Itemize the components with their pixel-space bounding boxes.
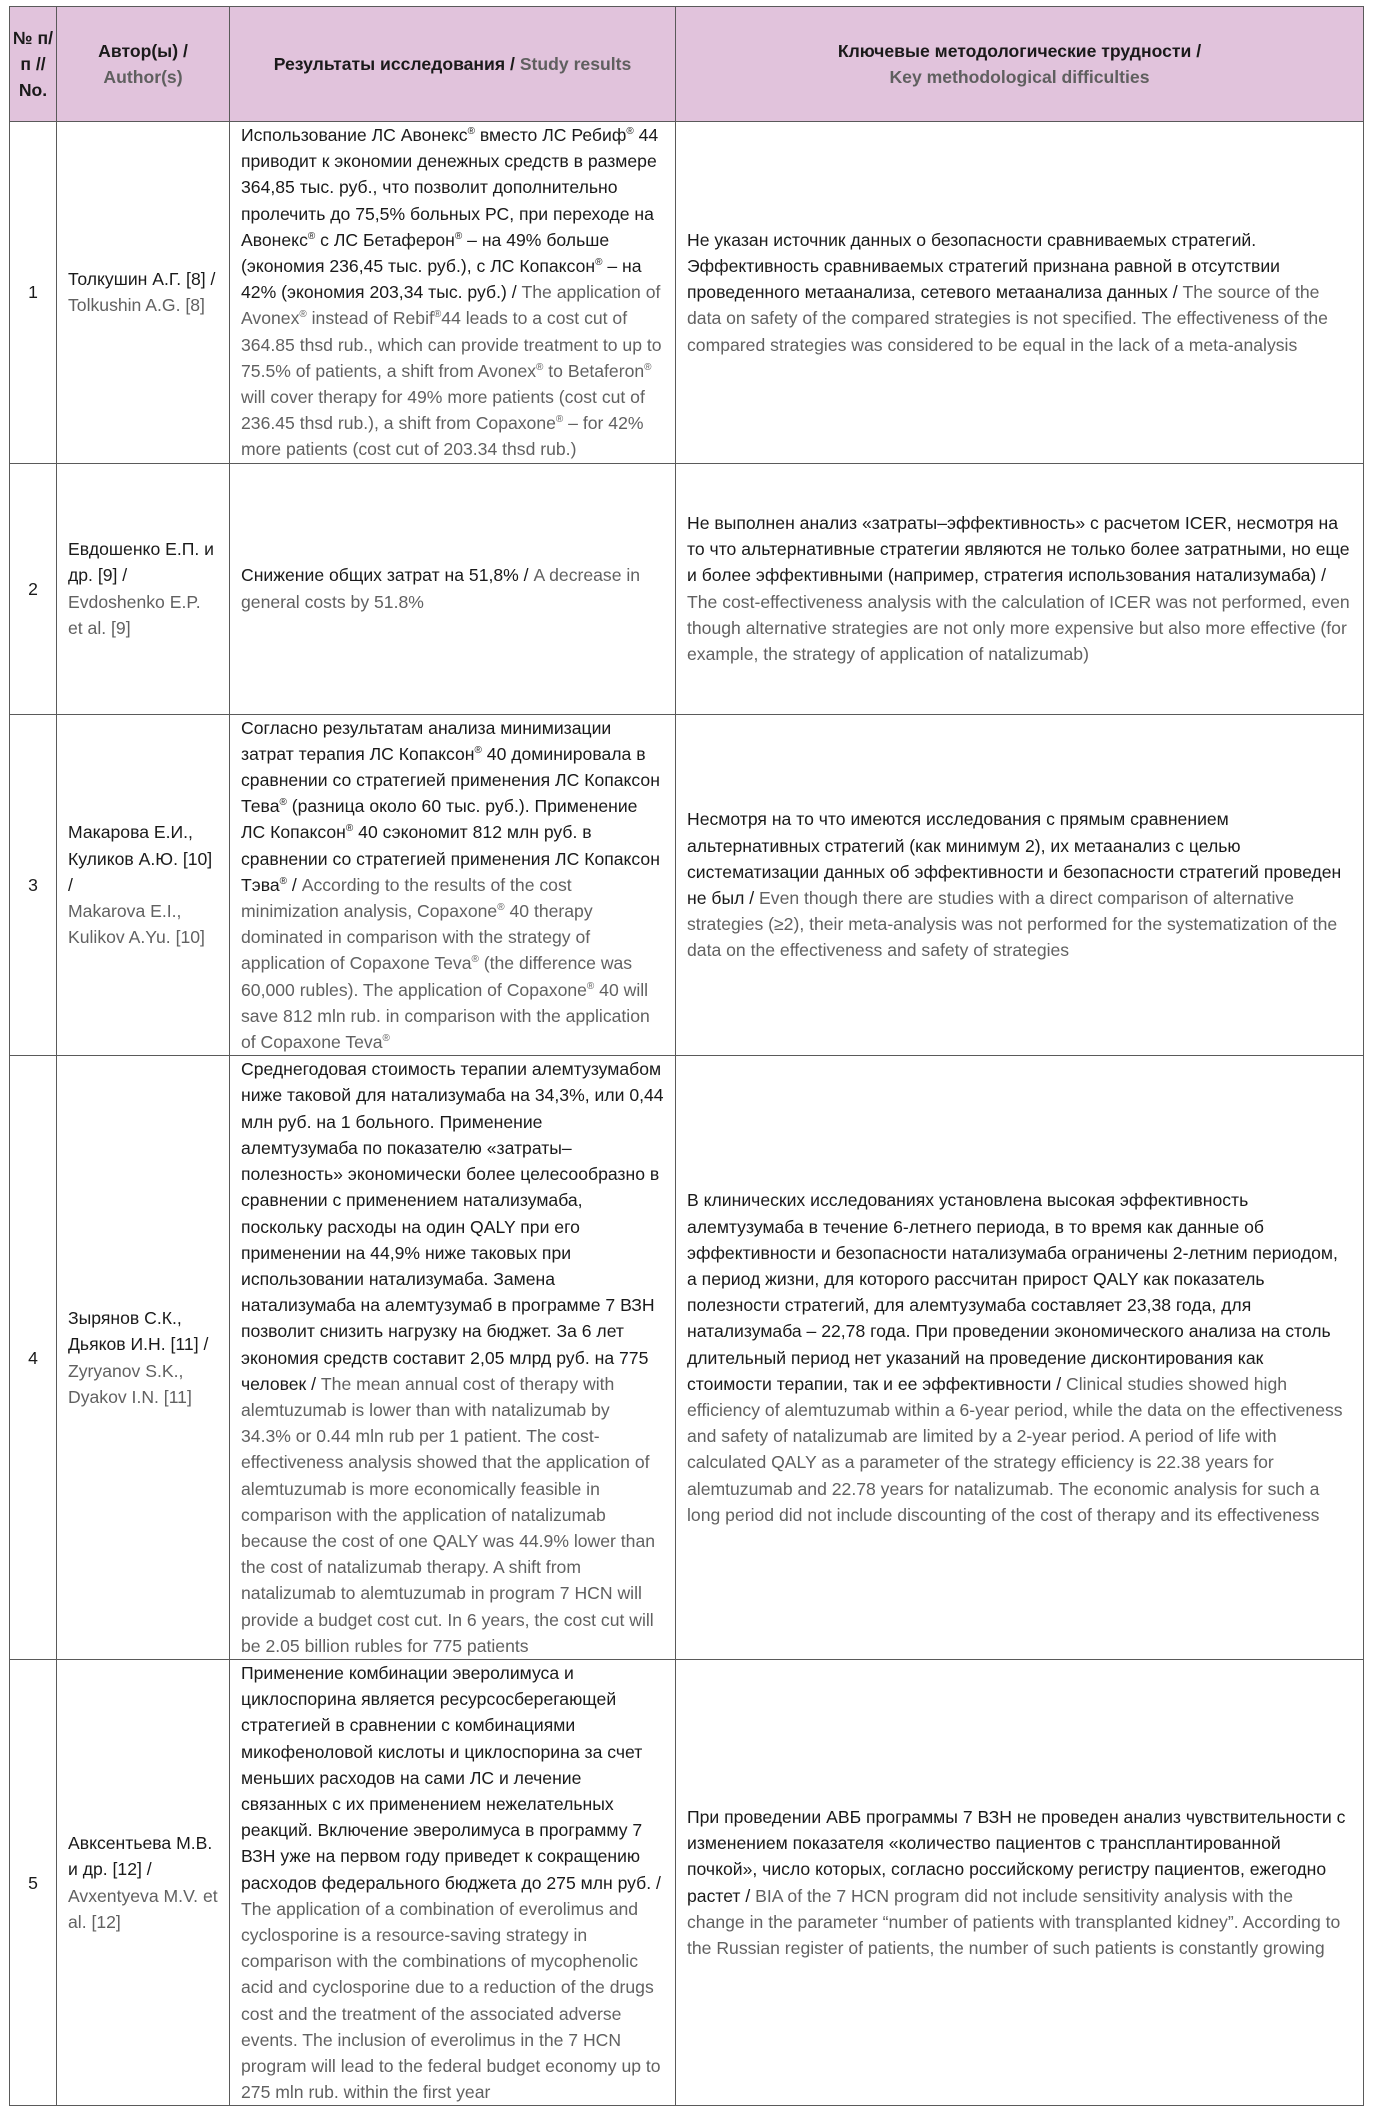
row-number: 5 [10,1659,57,2105]
row-difficulties [676,1659,1364,2105]
row-number: 3 [10,714,57,1056]
difficulties-en: Even though there are studies with a direct comparison of alternative strategies (≥2), their meta-analysis was not performed for the systematization of the data on the effectiveness and safety of strategies [687,887,1338,961]
author-en: Avxentyeva M.V. et al. [12] [68,1885,218,1932]
results-en: According to the results of the cost minimization analysis, Copaxone® 40 therapy dominated in comparison with the strategy of application of Copaxone Teva® (the difference was 60,000 rubles). The application of Copaxone® 40 will save 812 mln rub. in comparison with the application of Copaxone Teva® [241,874,650,1053]
table-row [10,1056,1364,1660]
difficulties-ru: Несмотря на то что имеются исследования с прямым сравнением альтернативных стратегий (как минимум 2), их метаанализ с целью систематизации данных об эффективности и безопасности стратегий проведен не был / [687,809,1342,908]
header-row [10,7,1364,122]
row-number: 4 [10,1056,57,1660]
results-ru: Использование ЛС Авонекс® вместо ЛС Ребиф® 44 приводит к экономии денежных средств в размере 364,85 тыс. руб., что позволит дополнительно пролечить до 75,5% больных РС, при переходе на Авонекс® с ЛС Бетаферон® – на 49% больше (экономия 236,45 тыс. руб.), с ЛС Копаксон® – на 42% (экономия 203,34 тыс. руб.) / [241,125,659,303]
row-results [230,463,676,714]
difficulties-en: BIA of the 7 HCN program did not include sensitivity analysis with the change in the parameter “number of patients with transplanted kidney”. According to the Russian register of patients, the number of such patients is constantly growing [687,1885,1341,1959]
results-ru: Согласно результатам анализа минимизации затрат терапия ЛС Копаксон® 40 доминировала в сравнении со стратегией применения ЛС Копаксон Тева® (разница около 60 тыс. руб.). Применение ЛС Копаксон® 40 сэкономит 812 млн руб. в сравнении со стратегией применения ЛС Копаксон Тэва® / [241,717,660,895]
row-difficulties [676,714,1364,1056]
study-results-table [9,6,1364,2106]
header-author-ru: Автор(ы) / [98,40,188,61]
author-ru: Макарова Е.И., Куликов А.Ю. [10] / [68,822,213,895]
row-author [57,1659,230,2105]
results-ru: Среднегодовая стоимость терапии алемтузумабом ниже таковой для натализумаба на 34,3%, или 0,44 млн руб. на 1 больного. Применение алемтузумаба по показателю «затраты–полезность» экономически более целесообразно в сравнении с применением натализумаба, поскольку расходы на один QALY при его применении на 44,9% ниже таковых при использовании натализумаба. Замена натализумаба на алемтузумаб в программе 7 ВЗН позволит снизить нагрузку на бюджет. За 6 лет экономия средств составит 2,05 млрд руб. на 775 человек / [241,1059,664,1394]
difficulties-ru: Не указан источник данных о безопасности сравниваемых стратегий. Эффективность сравниваемых стратегий признана равной в отсутствии проведенного метаанализа, сетевого метаанализа данных / [687,229,1280,303]
author-ru: Толкушин А.Г. [8] / [68,269,216,290]
results-en: The application of a combination of everolimus and cyclosporine is a resource-saving strategy in comparison with the combinations of mycophenolic acid and cyclosporine due to a reduction of the drugs cost and the treatment of the associated adverse events. The inclusion of everolimus in the 7 HCN program will lead to the federal budget economy up to 275 mln rub. within the first year [241,1898,661,2103]
header-results-en: Study results [519,53,632,74]
results-en: A decrease in general costs by 51.8% [241,565,641,612]
header-difficulties-en: Key methodological difficulties [889,67,1150,87]
row-author [57,1056,230,1660]
results-en: The application of Avonex® instead of Rebif®44 leads to a cost cut of 364.85 thsd rub., which can provide treatment to up to 75.5% of patients, a shift from Avonex® to Betaferon® will cover therapy for 49% more patients (cost cut of 236.45 thsd rub.), a shift from Copaxone® – for 42% more patients (cost cut of 203.34 thsd rub.) [241,282,662,460]
table-row [10,122,1364,464]
header-number [10,7,57,122]
header-author-en: Author(s) [103,67,183,87]
difficulties-ru: В клинических исследованиях установлена высокая эффективность алемтузумаба в течение 6-летнего периода, в то время как данные об эффективности и безопасности натализумаба ограничены 2-летним периодом, а период жизни, для которого рассчитан прирост QALY как показатель полезности стратегий, для алемтузумаба составляет 23,38 года, для натализумаба – 22,78 года. При проведении экономического анализа на столь длительный период нет указаний на проведение дисконтирования как стоимости терапии, так и ее эффективности / [687,1190,1338,1394]
table-body [10,122,1364,2106]
row-difficulties [676,463,1364,714]
row-author [57,122,230,464]
results-ru: Применение комбинации эверолимуса и циклоспорина является ресурсосберегающей стратегией в сравнении с комбинациями микофеноловой кислоты и циклоспорина за счет меньших расходов на сами ЛС и лечение связанных с их применением нежелательных реакций. Включение эверолимуса в программу 7 ВЗН уже на первом году приведет к сокращению расходов федерального бюджета до 275 млн руб. / [241,1662,661,1893]
row-results [230,1056,676,1660]
row-difficulties [676,1056,1364,1660]
row-number: 1 [10,122,57,464]
header-difficulties-ru: Ключевые методологические трудности / [837,40,1202,61]
row-difficulties [676,122,1364,464]
author-ru: Авксентьева М.В. и др. [12] / [68,1833,213,1880]
author-ru: Зырянов С.К., Дьяков И.Н. [11] / [68,1308,209,1355]
table-row [10,714,1364,1056]
author-en: Zyryanov S.K., Dyakov I.N. [11] [68,1360,192,1407]
header-author [57,7,230,122]
difficulties-en: The cost-effectiveness analysis with the calculation of ICER was not performed, even though alternative strategies are not only more expensive but also more effective (for example, the strategy of application of natalizumab) [687,591,1350,665]
difficulties-en: Clinical studies showed high efficiency of alemtuzumab within a 6-year period, while the data on the effectiveness and safety of natalizumab are limited by a 2-year period. A period of life with calculated QALY as a parameter of the strategy efficiency is 22.38 years for alemtuzumab and 22.78 years for natalizumab. The economic analysis for such a long period did not include discounting of the cost of therapy and its effectiveness [687,1373,1343,1525]
header-number-en: No. [18,80,48,101]
row-results [230,714,676,1056]
header-results-ru: Результаты исследования / [273,53,515,74]
difficulties-ru: При проведении АВБ программы 7 ВЗН не проведен анализ чувствительности с изменением показателя «количество пациентов с трансплантированной почкой», число которых, согласно российскому регистру пациентов, ежегодно растет / [687,1807,1346,1906]
author-en: Evdoshenko E.P. et al. [9] [68,591,201,638]
row-author [57,714,230,1056]
header-number-ru: № п/п // [12,27,53,74]
table-row [10,463,1364,714]
difficulties-ru: Не выполнен анализ «затраты–эффективность» с расчетом ICER, несмотря на то что альтернативные стратегии являются не только более затратными, но еще и более эффективными (например, стратегия использования натализумаба) / [687,513,1350,586]
row-number: 2 [10,463,57,714]
table-header [10,7,1364,122]
table-row [10,1659,1364,2105]
difficulties-en: The source of the data on safety of the compared strategies is not specified. The effectiveness of the compared strategies was considered to be equal in the lack of a meta-analysis [687,282,1328,355]
row-author [57,463,230,714]
results-ru: Снижение общих затрат на 51,8% / [241,565,529,586]
author-ru: Евдошенко Е.П. и др. [9] / [68,539,214,586]
header-results [230,7,676,122]
results-en: The mean annual cost of therapy with alemtuzumab is lower than with natalizumab by 34.3% or 0.44 mln rub per 1 patient. The cost-effectiveness analysis showed that the application of alemtuzumab is more economically feasible in comparison with the application of natalizumab because the cost of one QALY was 44.9% lower than the cost of natalizumab therapy. A shift from natalizumab to alemtuzumab in program 7 HCN will provide a budget cost cut. In 6 years, the cost cut will be 2.05 billion rubles for 775 patients [241,1373,656,1656]
row-results [230,122,676,464]
row-results [230,1659,676,2105]
header-difficulties [676,7,1364,122]
author-en: Tolkushin A.G. [8] [68,295,205,316]
author-en: Makarova E.I., Kulikov A.Yu. [10] [68,901,205,948]
